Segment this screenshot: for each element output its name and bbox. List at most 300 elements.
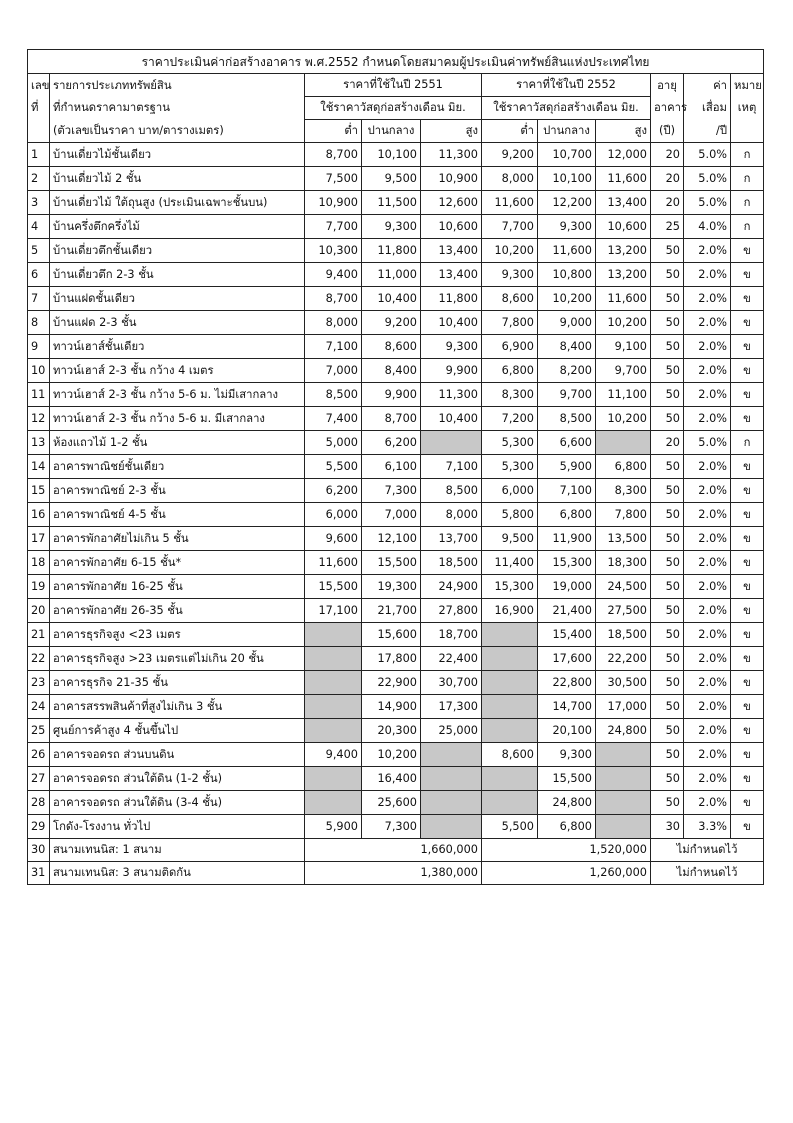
depreciation-rate: 4.0% [684, 215, 731, 239]
price-2552-low [482, 647, 538, 671]
price-2552-mid: 24,800 [538, 791, 596, 815]
item-name: ทาวน์เฮาส์ 2-3 ชั้น กว้าง 5-6 ม. ไม่มีเสากลาง [50, 383, 305, 407]
price-2552-high: 13,200 [596, 263, 651, 287]
price-2552-mid: 8,500 [538, 407, 596, 431]
row-number: 22 [28, 647, 50, 671]
price-2552-low: 6,000 [482, 479, 538, 503]
building-age: 50 [651, 383, 684, 407]
price-2552-mid: 15,500 [538, 767, 596, 791]
price-2551-high: 9,900 [421, 359, 482, 383]
building-age: 50 [651, 335, 684, 359]
header-item: ที่กำหนดราคามาตรฐาน [50, 97, 305, 120]
header-age: (ปี) [651, 120, 684, 143]
table-row [28, 815, 764, 839]
price-2552-high: 24,500 [596, 575, 651, 599]
note-code: ก [731, 191, 764, 215]
price-2551-high: 12,600 [421, 191, 482, 215]
note-code: ข [731, 695, 764, 719]
price-2552-low: 8,000 [482, 167, 538, 191]
price-2551-high [421, 767, 482, 791]
table-row [28, 551, 764, 575]
price-2552-high [596, 767, 651, 791]
price-2552-high: 10,600 [596, 215, 651, 239]
row-number: 9 [28, 335, 50, 359]
row-number: 15 [28, 479, 50, 503]
price-2551-high: 22,400 [421, 647, 482, 671]
note-code: ข [731, 599, 764, 623]
header-note [731, 120, 764, 143]
header-low: ต่ำ [305, 120, 362, 143]
price-2552-low: 11,600 [482, 191, 538, 215]
table-row [28, 839, 764, 862]
building-age: 50 [651, 791, 684, 815]
price-2552-low: 7,200 [482, 407, 538, 431]
table-row [28, 383, 764, 407]
table-row [28, 407, 764, 431]
depreciation-rate: 2.0% [684, 671, 731, 695]
price-2552-high: 18,300 [596, 551, 651, 575]
header-mid: ปานกลาง [538, 120, 596, 143]
price-2551-mid: 17,800 [362, 647, 421, 671]
price-2551-high [421, 431, 482, 455]
header-price-2552: ราคาที่ใช้ในปี 2552 [482, 74, 651, 97]
price-2552-low: 9,300 [482, 263, 538, 287]
item-name: บ้านแฝด 2-3 ชั้น [50, 311, 305, 335]
building-age: 20 [651, 191, 684, 215]
header-no [28, 120, 50, 143]
price-2551-mid: 11,000 [362, 263, 421, 287]
price-2552-mid: 6,600 [538, 431, 596, 455]
header-age: อาคาร [651, 97, 684, 120]
depreciation-rate: 2.0% [684, 383, 731, 407]
table-row [28, 527, 764, 551]
price-2551-low: 6,200 [305, 479, 362, 503]
price-2552-high: 11,100 [596, 383, 651, 407]
row-number: 1 [28, 143, 50, 167]
price-2552-mid: 10,200 [538, 287, 596, 311]
price-2551-high: 10,400 [421, 407, 482, 431]
row-number: 8 [28, 311, 50, 335]
price-2552-low: 9,500 [482, 527, 538, 551]
building-age: 50 [651, 407, 684, 431]
price-2551-low: 15,500 [305, 575, 362, 599]
price-2552-mid: 22,800 [538, 671, 596, 695]
building-age: 25 [651, 215, 684, 239]
price-2551-low [305, 719, 362, 743]
price-2552-high: 11,600 [596, 167, 651, 191]
building-age: 50 [651, 239, 684, 263]
depreciation-rate: 2.0% [684, 335, 731, 359]
note-code: ข [731, 575, 764, 599]
note-code: ข [731, 623, 764, 647]
building-age: 50 [651, 479, 684, 503]
header-depreciation: เสื่อม [684, 97, 731, 120]
price-2552-high: 13,200 [596, 239, 651, 263]
table-body [28, 143, 764, 885]
price-2551-high: 18,700 [421, 623, 482, 647]
price-2551-mid: 8,400 [362, 359, 421, 383]
price-2552-total: 1,260,000 [482, 862, 651, 885]
table-row [28, 623, 764, 647]
price-2551-high: 10,400 [421, 311, 482, 335]
row-number: 20 [28, 599, 50, 623]
building-age: 50 [651, 623, 684, 647]
note-code: ข [731, 311, 764, 335]
price-2552-mid: 9,700 [538, 383, 596, 407]
price-2551-low: 8,000 [305, 311, 362, 335]
depreciation-rate: 2.0% [684, 239, 731, 263]
depreciation-rate: 2.0% [684, 479, 731, 503]
depreciation-rate: 2.0% [684, 311, 731, 335]
note-code: ข [731, 455, 764, 479]
price-2552-low: 8,600 [482, 287, 538, 311]
header-depreciation: /ปี [684, 120, 731, 143]
header-age: อายุ [651, 74, 684, 97]
price-2551-low [305, 695, 362, 719]
price-2552-mid: 17,600 [538, 647, 596, 671]
depreciation-rate: 2.0% [684, 503, 731, 527]
table-row [28, 263, 764, 287]
building-age: 50 [651, 599, 684, 623]
table-row [28, 743, 764, 767]
row-number: 3 [28, 191, 50, 215]
item-name: อาคารพักอาศัย 6-15 ชั้น* [50, 551, 305, 575]
price-2551-mid: 7,000 [362, 503, 421, 527]
price-2551-low: 17,100 [305, 599, 362, 623]
price-2551-mid: 9,200 [362, 311, 421, 335]
note-code: ข [731, 239, 764, 263]
price-2551-mid: 12,100 [362, 527, 421, 551]
header-no: ที่ [28, 97, 50, 120]
header-price-2551: ราคาที่ใช้ในปี 2551 [305, 74, 482, 97]
row-number: 31 [28, 862, 50, 885]
price-2551-low: 5,000 [305, 431, 362, 455]
price-2552-low: 9,200 [482, 143, 538, 167]
table-row [28, 791, 764, 815]
item-name: โกดัง-โรงงาน ทั่วไป [50, 815, 305, 839]
row-number: 2 [28, 167, 50, 191]
price-2552-low: 8,600 [482, 743, 538, 767]
price-2551-low [305, 647, 362, 671]
price-2551-low: 11,600 [305, 551, 362, 575]
building-age: 50 [651, 647, 684, 671]
price-2552-high [596, 791, 651, 815]
item-name: อาคารพาณิชย์ 4-5 ชั้น [50, 503, 305, 527]
table-row [28, 647, 764, 671]
price-2552-high: 12,000 [596, 143, 651, 167]
price-2551-high: 24,900 [421, 575, 482, 599]
price-2551-mid: 11,800 [362, 239, 421, 263]
table-row [28, 215, 764, 239]
price-2551-mid: 14,900 [362, 695, 421, 719]
note-code: ข [731, 407, 764, 431]
building-age: 50 [651, 719, 684, 743]
price-2551-high [421, 815, 482, 839]
price-2552-low: 5,300 [482, 455, 538, 479]
price-2551-high: 25,000 [421, 719, 482, 743]
price-2551-mid: 10,100 [362, 143, 421, 167]
item-name: บ้านเดี่ยวไม้ชั้นเดียว [50, 143, 305, 167]
price-2551-mid: 15,500 [362, 551, 421, 575]
note-code: ก [731, 143, 764, 167]
item-name: ทาวน์เฮาส์ชั้นเดียว [50, 335, 305, 359]
price-2551-mid: 9,500 [362, 167, 421, 191]
price-2551-high [421, 743, 482, 767]
row-number: 27 [28, 767, 50, 791]
header-price-2551-sub: ใช้ราคาวัสดุก่อสร้างเดือน มิย. [305, 97, 482, 120]
item-name: บ้านเดี่ยวไม้ 2 ชั้น [50, 167, 305, 191]
item-name: อาคารพักอาศัยไม่เกิน 5 ชั้น [50, 527, 305, 551]
header-note: หมาย [731, 74, 764, 97]
price-2551-high: 10,600 [421, 215, 482, 239]
note-code: ข [731, 815, 764, 839]
note-code: ก [731, 167, 764, 191]
table-row [28, 599, 764, 623]
price-2551-mid: 9,900 [362, 383, 421, 407]
price-2551-mid: 8,600 [362, 335, 421, 359]
price-2552-mid: 8,200 [538, 359, 596, 383]
table-row [28, 695, 764, 719]
price-2551-mid: 16,400 [362, 767, 421, 791]
price-2552-mid: 10,800 [538, 263, 596, 287]
header-note: เหตุ [731, 97, 764, 120]
price-2552-high: 7,800 [596, 503, 651, 527]
price-2552-low [482, 695, 538, 719]
row-number: 29 [28, 815, 50, 839]
price-2552-high: 27,500 [596, 599, 651, 623]
price-2551-high: 11,300 [421, 383, 482, 407]
row-number: 21 [28, 623, 50, 647]
price-2551-low: 9,400 [305, 743, 362, 767]
depreciation-rate: 2.0% [684, 719, 731, 743]
depreciation-rate: 2.0% [684, 623, 731, 647]
price-2551-high: 10,900 [421, 167, 482, 191]
price-2551-mid: 15,600 [362, 623, 421, 647]
price-2551-mid: 20,300 [362, 719, 421, 743]
row-number: 26 [28, 743, 50, 767]
table-row [28, 503, 764, 527]
price-2551-high: 13,700 [421, 527, 482, 551]
note-code: ข [731, 263, 764, 287]
price-2552-mid: 19,000 [538, 575, 596, 599]
header-high: สูง [596, 120, 651, 143]
price-2551-low: 7,000 [305, 359, 362, 383]
price-2552-mid: 6,800 [538, 503, 596, 527]
price-2551-low [305, 791, 362, 815]
row-number: 7 [28, 287, 50, 311]
price-2552-high: 10,200 [596, 407, 651, 431]
price-2552-mid: 9,300 [538, 743, 596, 767]
item-name: ห้องแถวไม้ 1-2 ชั้น [50, 431, 305, 455]
item-name: อาคารพักอาศัย 26-35 ชั้น [50, 599, 305, 623]
price-2551-mid: 22,900 [362, 671, 421, 695]
note-code: ข [731, 383, 764, 407]
item-name: อาคารพาณิชย์ 2-3 ชั้น [50, 479, 305, 503]
item-name: สนามเทนนิส: 3 สนามติดกัน [50, 862, 305, 885]
row-number: 23 [28, 671, 50, 695]
row-number: 13 [28, 431, 50, 455]
price-2552-high: 9,100 [596, 335, 651, 359]
price-2552-mid: 9,300 [538, 215, 596, 239]
item-name: อาคารธุรกิจ 21-35 ชั้น [50, 671, 305, 695]
item-name: ทาวน์เฮาส์ 2-3 ชั้น กว้าง 5-6 ม. มีเสากลาง [50, 407, 305, 431]
price-2551-low: 8,700 [305, 287, 362, 311]
row-number: 30 [28, 839, 50, 862]
note-code: ข [731, 527, 764, 551]
price-2552-mid: 21,400 [538, 599, 596, 623]
price-2551-high: 27,800 [421, 599, 482, 623]
depreciation-rate: 2.0% [684, 359, 731, 383]
price-2552-mid: 9,000 [538, 311, 596, 335]
price-2551-mid: 21,700 [362, 599, 421, 623]
price-2552-mid: 15,300 [538, 551, 596, 575]
price-2551-high: 8,500 [421, 479, 482, 503]
price-2551-high: 8,000 [421, 503, 482, 527]
price-2551-high: 7,100 [421, 455, 482, 479]
item-name: ศูนย์การค้าสูง 4 ชั้นขึ้นไป [50, 719, 305, 743]
building-age: 50 [651, 359, 684, 383]
depreciation-rate: 2.0% [684, 647, 731, 671]
note-code: ข [731, 551, 764, 575]
price-2551-mid: 6,200 [362, 431, 421, 455]
table-row [28, 671, 764, 695]
price-2552-low: 6,800 [482, 359, 538, 383]
price-2552-mid: 10,700 [538, 143, 596, 167]
depreciation-rate: 2.0% [684, 287, 731, 311]
price-2552-mid: 12,200 [538, 191, 596, 215]
building-age: 50 [651, 551, 684, 575]
price-2551-low: 8,500 [305, 383, 362, 407]
row-number: 10 [28, 359, 50, 383]
depreciation-rate: 2.0% [684, 743, 731, 767]
price-2552-low: 10,200 [482, 239, 538, 263]
price-2551-low: 5,900 [305, 815, 362, 839]
row-number: 17 [28, 527, 50, 551]
price-2551-high: 13,400 [421, 239, 482, 263]
header-price-2552-sub: ใช้ราคาวัสดุก่อสร้างเดือน มิย. [482, 97, 651, 120]
price-2551-low: 9,600 [305, 527, 362, 551]
item-name: อาคารธุรกิจสูง <23 เมตร [50, 623, 305, 647]
price-2551-mid: 7,300 [362, 479, 421, 503]
depreciation-rate: 2.0% [684, 575, 731, 599]
price-2552-low [482, 719, 538, 743]
table-row [28, 191, 764, 215]
note-code: ข [731, 791, 764, 815]
note-code: ข [731, 359, 764, 383]
price-2551-mid: 8,700 [362, 407, 421, 431]
price-2551-low: 7,700 [305, 215, 362, 239]
table-row [28, 719, 764, 743]
price-2552-mid: 11,900 [538, 527, 596, 551]
price-2551-high: 30,700 [421, 671, 482, 695]
note-text: ไม่กำหนดไว้ [651, 862, 764, 885]
price-2551-mid: 11,500 [362, 191, 421, 215]
price-2551-low: 5,500 [305, 455, 362, 479]
item-name: อาคารจอดรถ ส่วนใต้ดิน (1-2 ชั้น) [50, 767, 305, 791]
price-2552-low [482, 671, 538, 695]
price-2552-low: 6,900 [482, 335, 538, 359]
price-2551-low: 7,500 [305, 167, 362, 191]
note-code: ข [731, 647, 764, 671]
table-row [28, 143, 764, 167]
price-2551-low: 7,100 [305, 335, 362, 359]
note-code: ข [731, 287, 764, 311]
building-age: 50 [651, 767, 684, 791]
table-row [28, 311, 764, 335]
building-age: 50 [651, 671, 684, 695]
building-age: 50 [651, 527, 684, 551]
note-code: ข [731, 335, 764, 359]
price-2552-mid: 10,100 [538, 167, 596, 191]
price-2552-mid: 11,600 [538, 239, 596, 263]
depreciation-rate: 5.0% [684, 143, 731, 167]
depreciation-rate: 5.0% [684, 191, 731, 215]
item-name: อาคารสรรพสินค้าที่สูงไม่เกิน 3 ชั้น [50, 695, 305, 719]
depreciation-rate: 2.0% [684, 551, 731, 575]
item-name: บ้านเดี่ยวไม้ ใต้ถุนสูง (ประเมินเฉพาะชั้นบน) [50, 191, 305, 215]
price-2552-high: 13,500 [596, 527, 651, 551]
price-2552-mid: 15,400 [538, 623, 596, 647]
table-title: ราคาประเมินค่าก่อสร้างอาคาร พ.ศ.2552 กำหนดโดยสมาคมผู้ประเมินค่าทรัพย์สินแห่งประเทศไทย [28, 50, 764, 74]
price-2551-mid: 9,300 [362, 215, 421, 239]
price-2552-low [482, 791, 538, 815]
depreciation-rate: 2.0% [684, 599, 731, 623]
price-2551-low: 9,400 [305, 263, 362, 287]
note-code: ข [731, 719, 764, 743]
table-row [28, 335, 764, 359]
item-name: บ้านครึ่งตึกครึ่งไม้ [50, 215, 305, 239]
row-number: 4 [28, 215, 50, 239]
building-age: 20 [651, 143, 684, 167]
price-2552-high: 17,000 [596, 695, 651, 719]
depreciation-rate: 2.0% [684, 791, 731, 815]
price-2551-low [305, 767, 362, 791]
price-2552-low [482, 623, 538, 647]
price-2552-high [596, 431, 651, 455]
depreciation-rate: 3.3% [684, 815, 731, 839]
row-number: 11 [28, 383, 50, 407]
price-2551-high: 13,400 [421, 263, 482, 287]
table-row [28, 431, 764, 455]
building-age: 30 [651, 815, 684, 839]
price-2551-high [421, 791, 482, 815]
building-age: 50 [651, 575, 684, 599]
price-2552-low: 15,300 [482, 575, 538, 599]
price-2552-high: 13,400 [596, 191, 651, 215]
table-row [28, 862, 764, 885]
depreciation-rate: 2.0% [684, 527, 731, 551]
table-row [28, 575, 764, 599]
depreciation-rate: 5.0% [684, 431, 731, 455]
building-age: 50 [651, 743, 684, 767]
depreciation-rate: 2.0% [684, 455, 731, 479]
price-2551-mid: 10,400 [362, 287, 421, 311]
row-number: 5 [28, 239, 50, 263]
row-number: 18 [28, 551, 50, 575]
price-2552-high [596, 743, 651, 767]
row-number: 28 [28, 791, 50, 815]
price-2551-high: 11,800 [421, 287, 482, 311]
price-2552-high: 6,800 [596, 455, 651, 479]
price-2551-high: 9,300 [421, 335, 482, 359]
depreciation-rate: 5.0% [684, 167, 731, 191]
price-2551-high: 11,300 [421, 143, 482, 167]
item-name: สนามเทนนิส: 1 สนาม [50, 839, 305, 862]
price-2552-high: 11,600 [596, 287, 651, 311]
note-code: ก [731, 431, 764, 455]
building-age: 50 [651, 503, 684, 527]
row-number: 25 [28, 719, 50, 743]
